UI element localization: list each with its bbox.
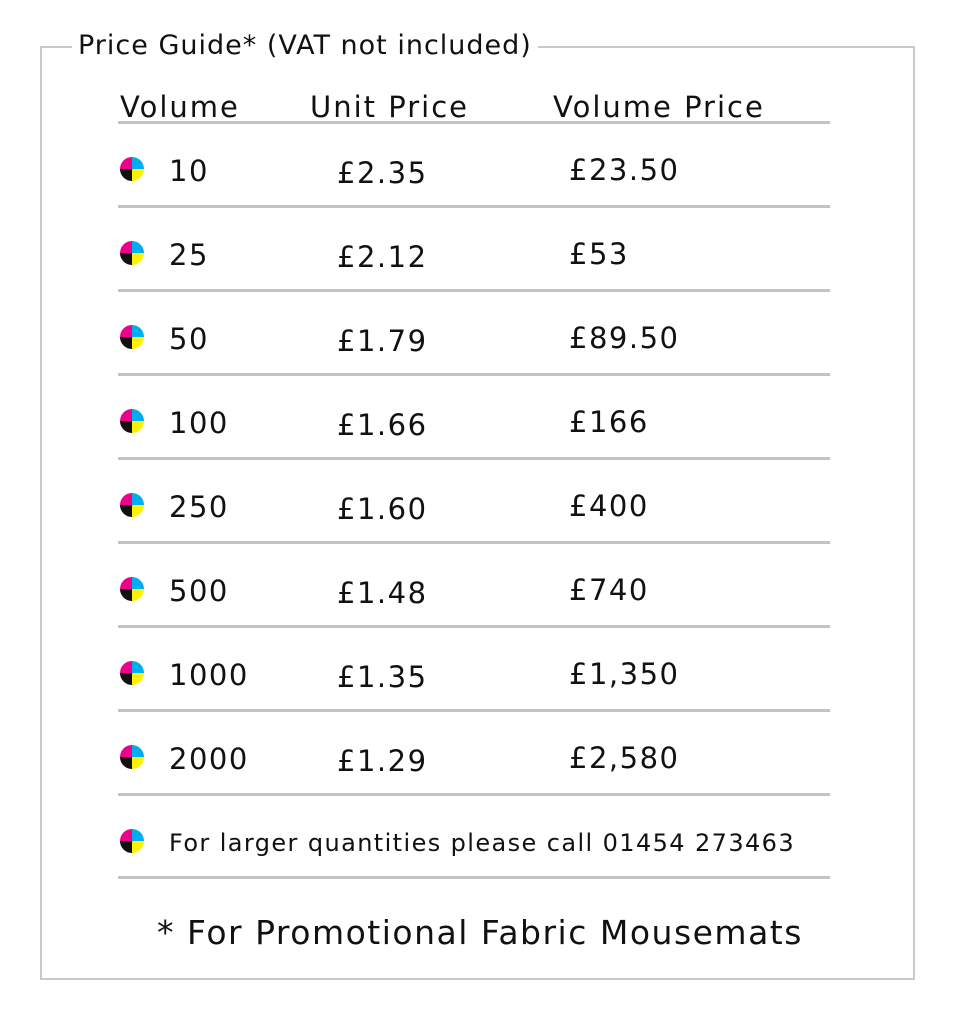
price-guide-title: Price Guide* (VAT not included): [72, 28, 538, 64]
cmyk-pie-icon: [119, 744, 145, 770]
larger-quantities-note: For larger quantities please call 01454 273463: [169, 829, 795, 857]
row-divider: [118, 793, 830, 796]
volume-price-cell: £1,350: [569, 657, 680, 691]
header-unit-price: Unit Price: [310, 90, 469, 124]
unit-price-cell: £1.29: [337, 744, 428, 778]
volume-cell: 1000: [169, 658, 249, 692]
unit-price-cell: £2.35: [337, 156, 428, 190]
header-volume-price: Volume Price: [553, 90, 765, 124]
volume-price-cell: £89.50: [569, 321, 680, 355]
unit-price-cell: £1.35: [337, 660, 428, 694]
row-divider: [118, 709, 830, 712]
unit-price-cell: £1.48: [337, 576, 428, 610]
unit-price-cell: £1.79: [337, 324, 428, 358]
volume-price-cell: £400: [569, 489, 649, 523]
volume-cell: 10: [169, 154, 209, 188]
volume-cell: 2000: [169, 742, 249, 776]
volume-cell: 25: [169, 238, 209, 272]
header-volume: Volume: [120, 90, 240, 124]
note-divider: [118, 876, 830, 879]
volume-price-cell: £2,580: [569, 741, 680, 775]
volume-price-cell: £740: [569, 573, 649, 607]
unit-price-cell: £2.12: [337, 240, 428, 274]
volume-cell: 50: [169, 322, 209, 356]
volume-cell: 500: [169, 574, 229, 608]
volume-cell: 250: [169, 490, 229, 524]
volume-price-cell: £53: [569, 237, 629, 271]
volume-price-cell: £23.50: [569, 153, 680, 187]
volume-cell: 100: [169, 406, 229, 440]
footnote: * For Promotional Fabric Mousemats: [157, 913, 803, 952]
unit-price-cell: £1.60: [337, 492, 428, 526]
cmyk-pie-icon: [119, 828, 145, 854]
volume-price-cell: £166: [569, 405, 649, 439]
unit-price-cell: £1.66: [337, 408, 428, 442]
